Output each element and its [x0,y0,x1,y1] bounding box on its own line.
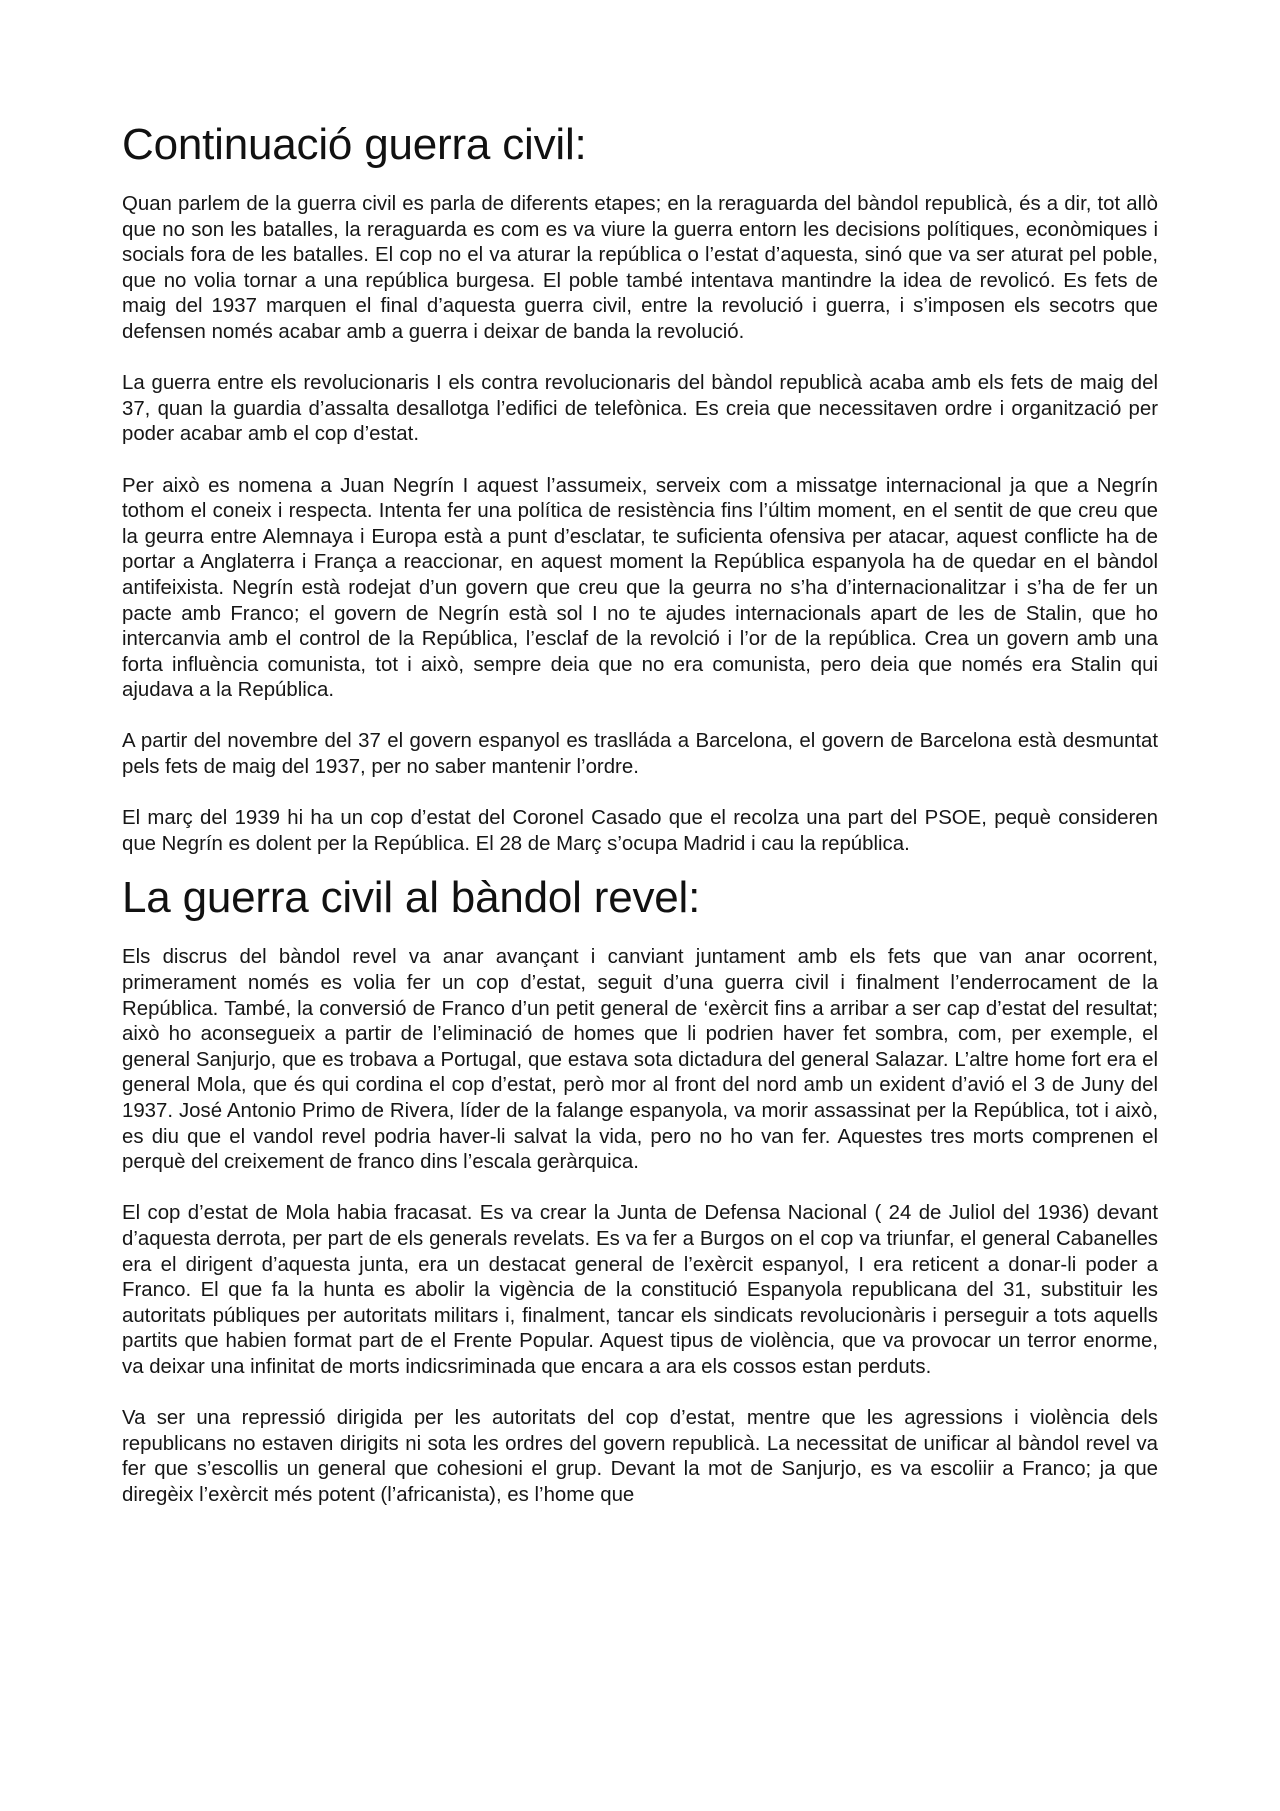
paragraph: Va ser una repressió dirigida per les autoritats del cop d’estat, mentre que les agressions i violència dels republicans no estaven dirigits ni sota les ordres del govern republicà. La necessitat de unificar al bàndol revel va fer que s’escollis un general que cohesioni el grup. Devant la mot de Sanjurjo, es va escoliir a Franco; ja que diregèix l’exèrcit més potent (l’africanista), es l’home que [122,1407,1158,1506]
paragraph: Els discrus del bàndol revel va anar avançant i canviant juntament amb els fets que van anar ocorrent, primerament només es volia fer un cop d’estat, seguit d’una guerra civil i finalment l’enderrocament de la República. També, la conversió de Franco d’un petit general de ‘exèrcit fins a arribar a ser cap d’estat del resultat; això ho aconsegueix a partir de l’eliminació de homes que li podrien haver fet sombra, com, per exemple, el general Sanjurjo, que es trobava a Portugal, que estava sota dictadura del general Salazar. L’altre home fort era el general Mola, que és qui cordina el cop d’estat, però mor al front del nord amb un exident d’avió el 3 de Juny del 1937. José Antonio Primo de Rivera, líder de la falange espanyola, va morir assassinat per la República, tot i això, es diu que el vandol revel podria haver-li salvat la vida, pero no ho van fer. Aquestes tres morts comprenen el perquè del creixement de franco dins l’escala geràrquica. [122,946,1158,1174]
section-title: La guerra civil al bàndol revel: [122,873,701,923]
paragraph: Quan parlem de la guerra civil es parla de diferents etapes; en la reraguarda del bàndol republicà, és a dir, tot allò que no son les batalles, la reraguarda es com es va viure la guerra entorn les decisions polítiques, econòmiques i socials fora de les batalles. El cop no el va aturar la república o l’estat d’aquesta, sinó que va ser aturat pel poble, que no volia tornar a una república burgesa. El poble també intentava mantindre la idea de revolicó. Es fets de maig del 1937 marquen el final d’aquesta guerra civil, entre la revolució i guerra, i s’imposen els secotrs que defensen només acabar amb a guerra i deixar de banda la revolució. [122,193,1158,343]
paragraph: El cop d’estat de Mola habia fracasat. Es va crear la Junta de Defensa Nacional ( 24 de Juliol del 1936) devant d’aquesta derrota, per part de els generals revelats. Es va fer a Burgos on el cop va triunfar, el general Cabanelles era el dirigent d’aquesta junta, era un destacat general de l’exèrcit espanyol, I era reticent a donar-li poder a Franco. El que fa la hunta es abolir la vigència de la constitució Espanyola republicana del 31, substituir les autoritats públiques per autoritats militars i, finalment, tancar els sindicats revolucionàris i perseguir a tots aquells partits que habien format part de el Frente Popular. Aquest tipus de violència, que va provocar un terror enorme, va deixar una infinitat de morts indicsriminada que encara a ara els cossos estan perduts. [122,1202,1158,1378]
paragraph: La guerra entre els revolucionaris I els contra revolucionaris del bàndol republicà acaba amb els fets de maig del 37, quan la guardia d’assalta desallotga l’edifici de telefònica. Es creia que necessitaven ordre i organització per poder acabar amb el cop d’estat. [122,372,1158,446]
section-continuacio-guerra-civil [122,118,1158,857]
paragraph: A partir del novembre del 37 el govern espanyol es traslláda a Barcelona, el govern de Barcelona està desmuntat pels fets de maig del 1937, per no saber mantenir l’ordre. [122,730,1158,779]
paragraph: Per això es nomena a Juan Negrín I aquest l’assumeix, serveix com a missatge internacional ja que a Negrín tothom el coneix i respecta. Intenta fer una política de resistència fins l’últim moment, en el sentit de que creu que la geurra entre Alemnaya i Europa està a punt d’esclatar, te suficienta ofensiva per atacar, aquest conflicte ha de portar a Anglaterra i França a reaccionar, en aquest moment la República espanyola ha de quedar en el bàndol antifeixista. Negrín està rodejat d’un govern que creu que la geurra no s’ha d’internacionalitzar i s’ha de fer un pacte amb Franco; el govern de Negrín està sol I no te ajudes internacionals apart de les de Stalin, que ho intercanvia amb el control de la República, l’esclaf de la revolció i l’or de la república. Crea un govern amb una forta influència comunista, tot i això, sempre deia que no era comunista, pero deia que només era Stalin qui ajudava a la República. [122,474,1158,702]
section-guerra-civil-bandol-revel [122,871,1158,1508]
paragraph: El març del 1939 hi ha un cop d’estat del Coronel Casado que el recolza una part del PSOE, pequè consideren que Negrín es dolent per la República. El 28 de Març s’ocupa Madrid i cau la república. [122,807,1158,855]
section-title: Continuació guerra civil: [122,120,587,169]
document-content [122,118,1158,1509]
